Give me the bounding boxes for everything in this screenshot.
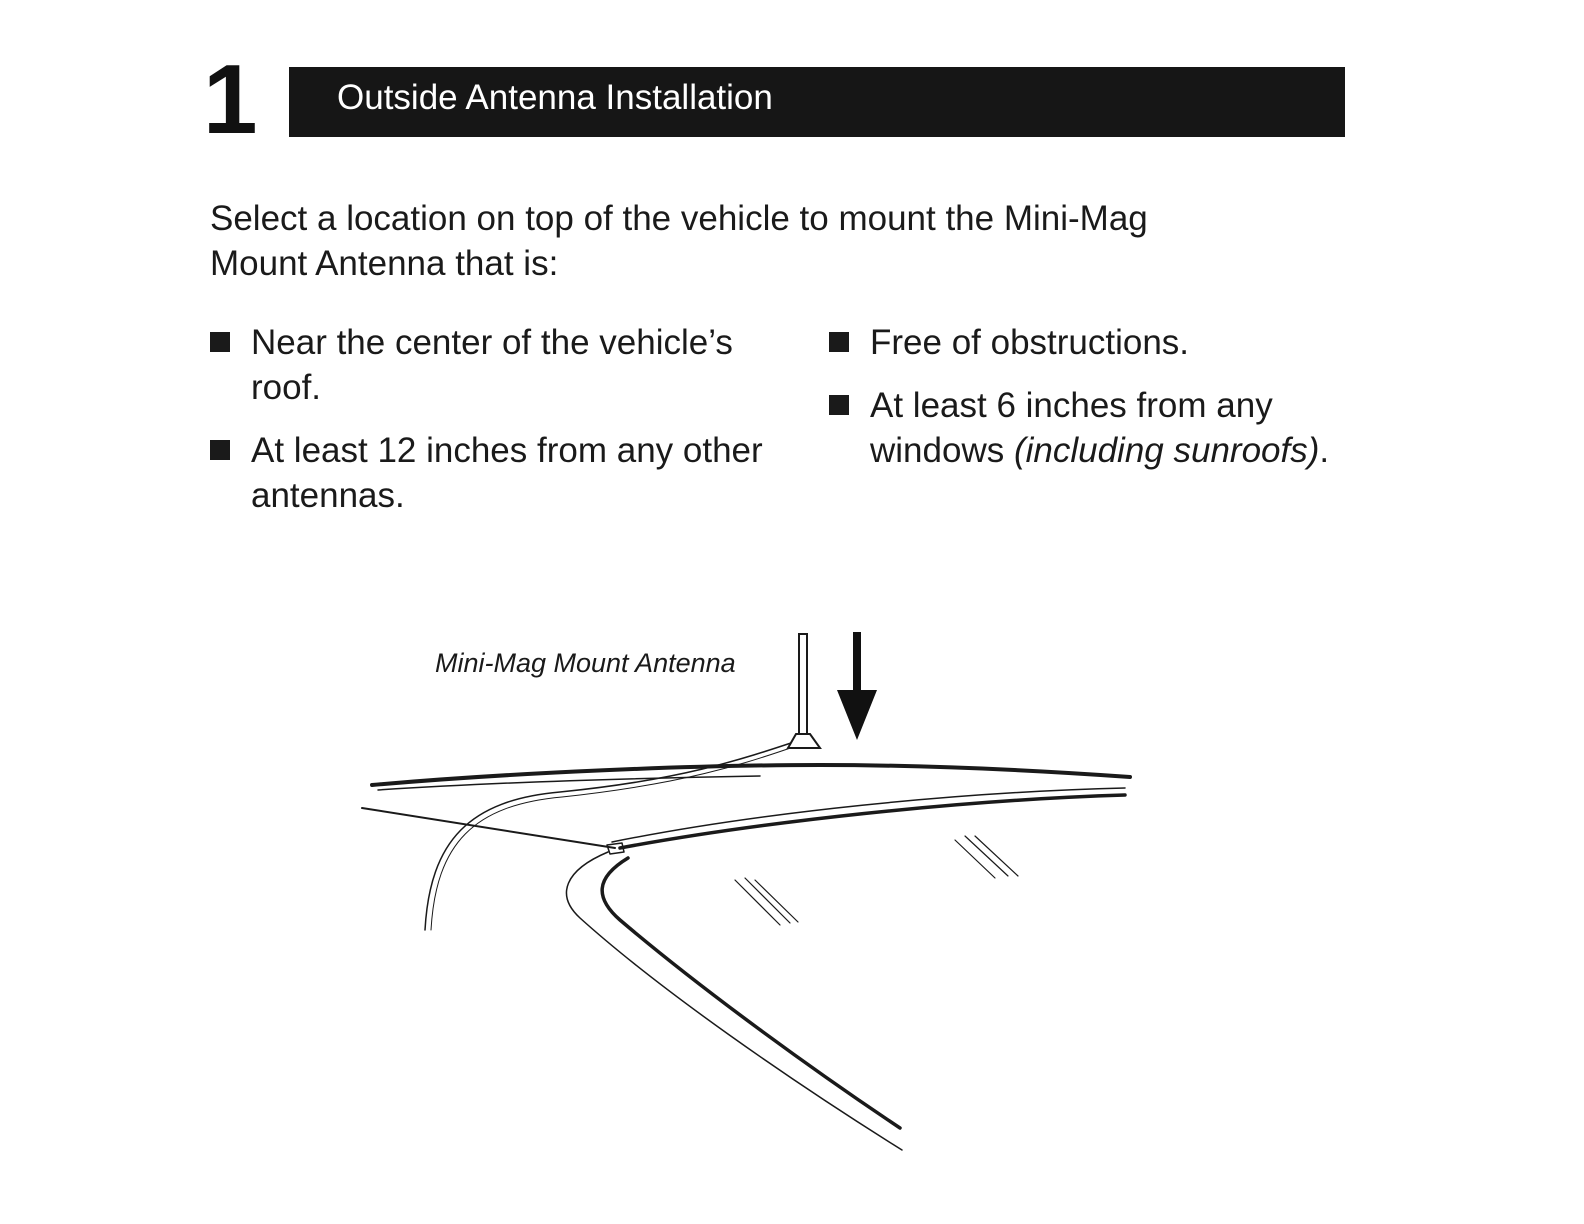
bullet-text-prefix: At least 6 inches from any windows bbox=[870, 386, 1273, 470]
bullet-item bbox=[829, 383, 1389, 473]
bullet-list-right bbox=[829, 320, 1389, 491]
bullet-text-suffix: . bbox=[1319, 431, 1330, 470]
section-title-bar bbox=[289, 67, 1345, 137]
bullet-square-icon bbox=[210, 440, 230, 460]
bullet-text: At least 12 inches from any other antennas. bbox=[251, 431, 763, 515]
bullet-text bbox=[870, 386, 1329, 470]
bullet-text: Near the center of the vehicle’s roof. bbox=[251, 323, 733, 407]
bullet-item bbox=[829, 320, 1389, 365]
bullet-list-left bbox=[210, 320, 790, 536]
intro-paragraph: Select a location on top of the vehicle to mount the Mini-Mag Mount Antenna that is: bbox=[210, 199, 1148, 283]
bullet-text: Free of obstructions. bbox=[870, 323, 1190, 362]
bullet-item bbox=[210, 320, 790, 410]
bullet-square-icon bbox=[210, 332, 230, 352]
antenna-icon bbox=[788, 634, 820, 748]
car-roof-drawing bbox=[340, 600, 1140, 1160]
bullet-square-icon bbox=[829, 395, 849, 415]
bullet-square-icon bbox=[829, 332, 849, 352]
bullet-text-emphasis: (including sunroofs) bbox=[1013, 431, 1320, 470]
bullet-item bbox=[210, 428, 790, 518]
down-arrow-icon bbox=[837, 632, 877, 740]
antenna-callout-label: Mini-Mag Mount Antenna bbox=[435, 648, 736, 678]
step-number: 1 bbox=[203, 44, 256, 154]
section-title: Outside Antenna Installation bbox=[337, 78, 773, 117]
